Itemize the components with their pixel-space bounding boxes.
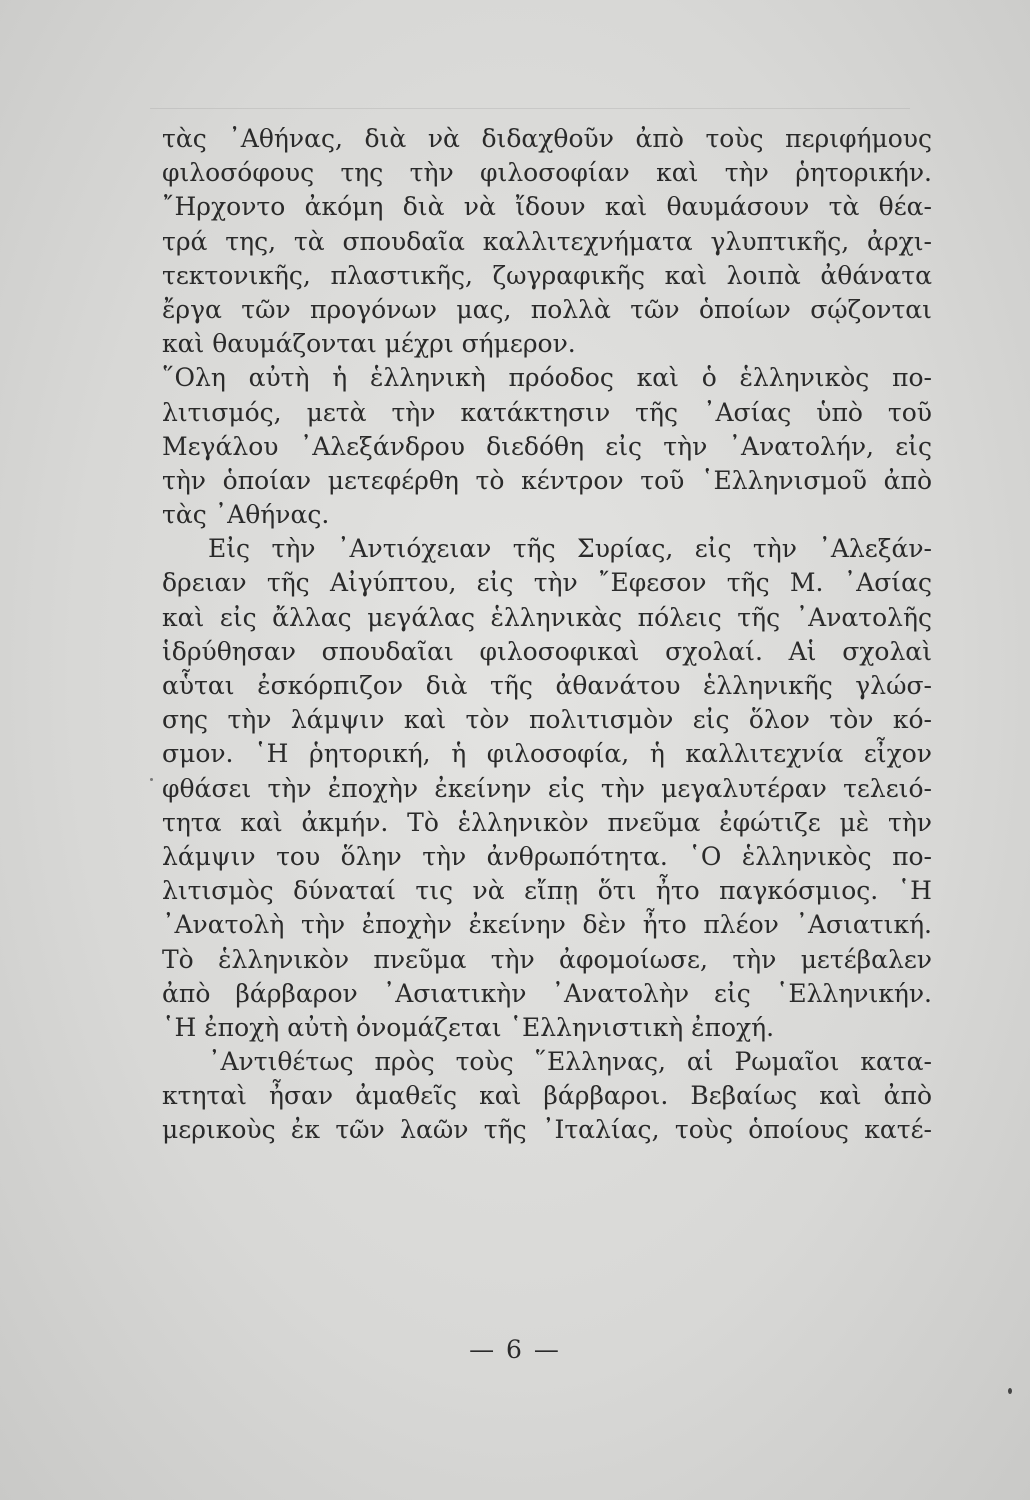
text-line: δρειαν τῆς Αἰγύπτου, εἰς τὴν ῎Εφεσον τῆς Μ. ᾿Ασίας [162,568,932,598]
text-line: τρά της, τὰ σπουδαῖα καλλιτεχνήματα γλυπτικῆς, ἀρχι- [162,226,932,256]
text-line: μερικοὺς ἐκ τῶν λαῶν τῆς ᾿Ιταλίας, τοὺς ὁποίους κατέ- [162,1115,932,1145]
text-line: ἀπὸ βάρβαρον ᾿Ασιατικὴν ᾿Ανατολὴν εἰς ῾Ελληνικήν. [162,978,932,1008]
text-line: φιλοσόφους της τὴν φιλοσοφίαν καὶ τὴν ῥητορικήν. [162,158,932,188]
text-line: τεκτονικῆς, πλαστικῆς, ζωγραφικῆς καὶ λοιπὰ ἀθάνατα [162,260,932,290]
text-line: τὰς ᾿Αθήνας, διὰ νὰ διδαχθοῦν ἀπὸ τοὺς περιφήμους [162,124,932,153]
text-line: ἱδρύθησαν σπουδαῖαι φιλοσοφικαὶ σχολαί. Αἱ σχολαὶ [162,636,932,666]
text-line: σμον. ῾Η ῥητορική, ἡ φιλοσοφία, ἡ καλλιτεχνία εἶχον [162,739,932,769]
text-line: ῞Ολη αὐτὴ ἡ ἑλληνικὴ πρόοδος καὶ ὁ ἑλληνικὸς πο- [162,363,932,393]
text-line: ἔργα τῶν προγόνων μας, πολλὰ τῶν ὁποίων σῴζονται [162,294,932,324]
text-line: ῾Η ἐποχὴ αὐτὴ ὀνομάζεται ῾Ελληνιστικὴ ἐποχή. [162,1012,775,1042]
text-line: καὶ εἰς ἄλλας μεγάλας ἑλληνικὰς πόλεις τῆς ᾿Ανατολῆς [162,602,932,632]
text-line: Εἰς τὴν ᾿Αντιόχειαν τῆς Συρίας, εἰς τὴν ᾿Αλεξάν- [208,534,932,564]
body-text [162,122,932,1148]
text-line: ῎Ηρχοντο ἀκόμη διὰ νὰ ἴδουν καὶ θαυμάσουν τὰ θέα- [162,192,932,222]
text-line: Τὸ ἑλληνικὸν πνεῦμα τὴν ἀφομοίωσε, τὴν μετέβαλεν [162,944,932,974]
text-line: Μεγάλου ᾿Αλεξάνδρου διεδόθη εἰς τὴν ᾿Ανατολήν, εἰς [162,431,932,461]
text-line: τὰς ᾿Αθήνας. [162,500,330,530]
text-line: λάμψιν του ὅλην τὴν ἀνθρωπότητα. ῾Ο ἑλληνικὸς πο- [162,841,932,871]
text-line: ᾿Αντιθέτως πρὸς τοὺς ῞Ελληνας, αἱ Ρωμαῖοι κατα- [208,1047,932,1077]
text-line: ᾿Ανατολὴ τὴν ἐποχὴν ἐκείνην δὲν ἦτο πλέον ᾿Ασιατική. [162,910,932,940]
text-line: τὴν ὁποίαν μετεφέρθη τὸ κέντρον τοῦ ῾Ελληνισμοῦ ἀπὸ [162,465,932,495]
text-line: σης τὴν λάμψιν καὶ τὸν πολιτισμὸν εἰς ὅλον τὸν κό- [162,705,932,735]
text-line: λιτισμός, μετὰ τὴν κατάκτησιν τῆς ᾿Ασίας ὑπὸ τοῦ [162,397,932,427]
text-line: καὶ θαυμάζονται μέχρι σήμερον. [162,329,576,359]
ink-speck [150,778,153,781]
text-line: λιτισμὸς δύναταί τις νὰ εἴπῃ ὅτι ἦτο παγκόσμιος. ῾Η [162,876,932,906]
text-line: κτηταὶ ἦσαν ἀμαθεῖς καὶ βάρβαροι. Βεβαίως καὶ ἀπὸ [162,1081,932,1111]
text-line: φθάσει τὴν ἐποχὴν ἐκείνην εἰς τὴν μεγαλυτέραν τελειό- [162,773,932,803]
page-number: — 6 — [469,1335,561,1364]
text-line: αὗται ἐσκόρπιζον διὰ τῆς ἀθανάτου ἑλληνικῆς γλώσ- [162,671,932,700]
text-line: τητα καὶ ἀκμήν. Τὸ ἑλληνικὸν πνεῦμα ἐφώτιζε μὲ τὴν [162,807,932,837]
show-through-band [150,68,910,109]
ink-speck [1008,1388,1012,1394]
